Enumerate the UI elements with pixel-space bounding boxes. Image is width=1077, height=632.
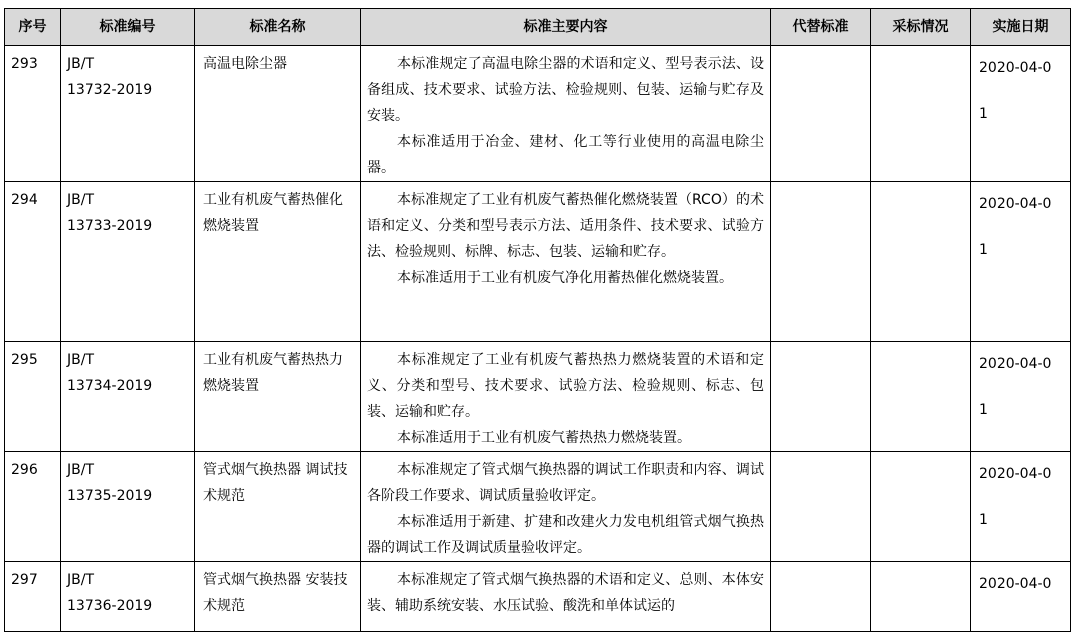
header-code: 标准编号 (61, 9, 195, 46)
cell-no: 297 (5, 562, 61, 632)
content-scope: 本标准规定了管式烟气换热器的术语和定义、总则、本体安装、辅助系统安装、水压试验、酸洗和单体试运的 (367, 572, 764, 614)
date-part-1: 2020-04-0 (979, 576, 1052, 592)
cell-content (361, 342, 771, 452)
cell-no: 293 (5, 46, 61, 182)
header-content: 标准主要内容 (361, 9, 771, 46)
table-row (5, 182, 1071, 342)
cell-content (361, 46, 771, 182)
code-number: 13733-2019 (67, 218, 153, 234)
cell-adopt (871, 562, 971, 632)
date-part-1: 2020-04-0 (979, 466, 1052, 482)
code-prefix: JB/T (67, 352, 95, 368)
cell-no: 295 (5, 342, 61, 452)
cell-no: 296 (5, 452, 61, 562)
cell-date (971, 46, 1071, 182)
date-part-1: 2020-04-0 (979, 196, 1052, 212)
content-applicability: 本标准适用于工业有机废气蓄热热力燃烧装置。 (397, 430, 691, 446)
cell-code (61, 452, 195, 562)
table-row (5, 562, 1071, 632)
date-part-2: 1 (979, 242, 988, 258)
content-scope: 本标准规定了管式烟气换热器的调试工作职责和内容、调试各阶段工作要求、调试质量验收评定。 (367, 462, 764, 504)
cell-name: 高温电除尘器 (195, 46, 361, 182)
header-adopt: 采标情况 (871, 9, 971, 46)
date-part-1: 2020-04-0 (979, 356, 1052, 372)
cell-replace (771, 562, 871, 632)
cell-code (61, 182, 195, 342)
content-applicability: 本标准适用于冶金、建材、化工等行业使用的高温电除尘器。 (367, 134, 764, 176)
content-scope: 本标准规定了高温电除尘器的术语和定义、型号表示法、设备组成、技术要求、试验方法、检验规则、包装、运输与贮存及安装。 (367, 56, 764, 124)
cell-no: 294 (5, 182, 61, 342)
cell-content (361, 182, 771, 342)
cell-name: 工业有机废气蓄热热力燃烧装置 (195, 342, 361, 452)
code-number: 13732-2019 (67, 82, 153, 98)
cell-adopt (871, 46, 971, 182)
cell-replace (771, 182, 871, 342)
cell-replace (771, 46, 871, 182)
content-scope: 本标准规定了工业有机废气蓄热热力燃烧装置的术语和定义、分类和型号、技术要求、试验方法、检验规则、标志、包装、运输和贮存。 (367, 352, 764, 420)
code-number: 13736-2019 (67, 598, 153, 614)
cell-replace (771, 452, 871, 562)
header-row (5, 9, 1071, 46)
code-number: 13735-2019 (67, 488, 153, 504)
code-prefix: JB/T (67, 56, 95, 72)
cell-adopt (871, 342, 971, 452)
code-prefix: JB/T (67, 192, 95, 208)
cell-name: 工业有机废气蓄热催化燃烧装置 (195, 182, 361, 342)
table-row (5, 452, 1071, 562)
header-no: 序号 (5, 9, 61, 46)
cell-code (61, 562, 195, 632)
header-name: 标准名称 (195, 9, 361, 46)
cell-content (361, 452, 771, 562)
content-applicability: 本标准适用于新建、扩建和改建火力发电机组管式烟气换热器的调试工作及调试质量验收评定。 (367, 514, 764, 556)
cell-code (61, 342, 195, 452)
date-part-2: 1 (979, 106, 988, 122)
standards-table (4, 8, 1071, 632)
cell-date (971, 452, 1071, 562)
table-row (5, 46, 1071, 182)
code-prefix: JB/T (67, 462, 95, 478)
cell-content (361, 562, 771, 632)
content-applicability: 本标准适用于工业有机废气净化用蓄热催化燃烧装置。 (397, 270, 733, 286)
cell-name: 管式烟气换热器 调试技术规范 (195, 452, 361, 562)
cell-name: 管式烟气换热器 安装技术规范 (195, 562, 361, 632)
code-prefix: JB/T (67, 572, 95, 588)
content-scope: 本标准规定了工业有机废气蓄热催化燃烧装置（RCO）的术语和定义、分类和型号表示方法、适用条件、技术要求、试验方法、检验规则、标牌、标志、包装、运输和贮存。 (367, 192, 764, 260)
cell-adopt (871, 182, 971, 342)
cell-date (971, 342, 1071, 452)
cell-adopt (871, 452, 971, 562)
date-part-2: 1 (979, 512, 988, 528)
cell-replace (771, 342, 871, 452)
cell-date (971, 562, 1071, 632)
code-number: 13734-2019 (67, 378, 153, 394)
cell-date (971, 182, 1071, 342)
header-date: 实施日期 (971, 9, 1071, 46)
header-replace: 代替标准 (771, 9, 871, 46)
table-row (5, 342, 1071, 452)
date-part-2: 1 (979, 402, 988, 418)
cell-code (61, 46, 195, 182)
date-part-1: 2020-04-0 (979, 60, 1052, 76)
